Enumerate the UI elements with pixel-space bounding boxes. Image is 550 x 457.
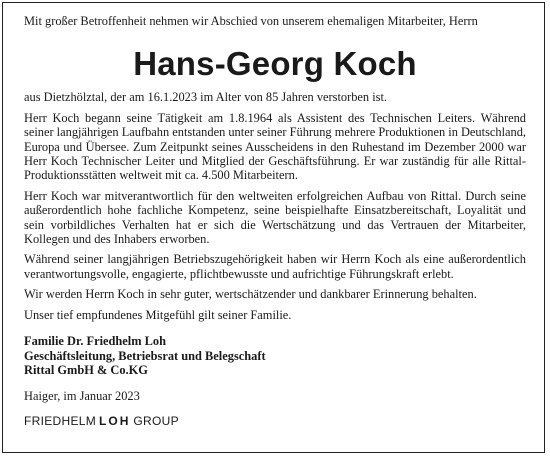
signer-management: Geschäftsleitung, Betriebsrat und Belegschaft xyxy=(24,348,266,363)
death-line: aus Dietzhölztal, der am 16.1.2023 im Alter von 85 Jahren verstorben ist. xyxy=(24,90,388,105)
company-logo xyxy=(24,414,526,428)
obituary-notice xyxy=(24,14,526,428)
signer-family: Familie Dr. Friedhelm Loh xyxy=(24,334,167,349)
paragraph-career: Herr Koch begann seine Tätigkeit am 1.8.1964 als Assistent des Technischen Leiters. Während seiner langjährigen Laufbahn entstanden unter seiner Führung mehrere Produktionen in Deutschland, Europa und Übersee. Zum Zeitpunkt seines Ausscheidens in den Ruhestand im Dezember 2000 war Herr Koch Technischer Leiter und Mitglied der Geschäftsführung. Er war zuständig für alle Rittal-Produktionsstätten weltweit mit ca. 4.500 Mitarbeitern. xyxy=(24,110,527,183)
logo-word-first: FRIEDHELM xyxy=(24,413,97,428)
signer-company: Rittal GmbH & Co.KG xyxy=(24,362,148,377)
paragraph-contribution: Herr Koch war mitverantwortlich für den weltweiten erfolgreichen Aufbau von Rittal. Durch seine außerordentlich hohe fachliche Kompetenz, seine beispielhafte Einsatzbereitschaft, Loyalität und sein vorbildliches Verhalten hat er sich die Wertschätzung und das Vertrauen der Mitarbeiter, Kollegen und des Inhabers erworben. xyxy=(24,188,526,247)
place-date: Haiger, im Januar 2023 xyxy=(24,389,140,404)
intro-text: Mit großer Betroffenheit nehmen wir Abschied von unserem ehemaligen Mitarbeiter, Herrn xyxy=(24,14,478,28)
logo-word-middle: LOH xyxy=(99,413,131,428)
deceased-name: Hans-Georg Koch xyxy=(133,45,417,83)
paragraph-memory: Wir werden Herrn Koch in sehr guter, wertschätzender und dankbarer Erinnerung behalten. xyxy=(24,287,477,302)
signers-block xyxy=(24,334,526,377)
logo-word-last: GROUP xyxy=(133,413,179,428)
paragraph-character: Während seiner langjährigen Betriebszugehörigkeit haben wir Herrn Koch als eine außerordentlich verantwortungsvolle, engagierte, pflichtbewusste und aufrichtige Führungskraft erlebt. xyxy=(24,252,526,281)
paragraph-condolence: Unser tief empfundenes Mitgefühl gilt seiner Familie. xyxy=(24,307,292,322)
